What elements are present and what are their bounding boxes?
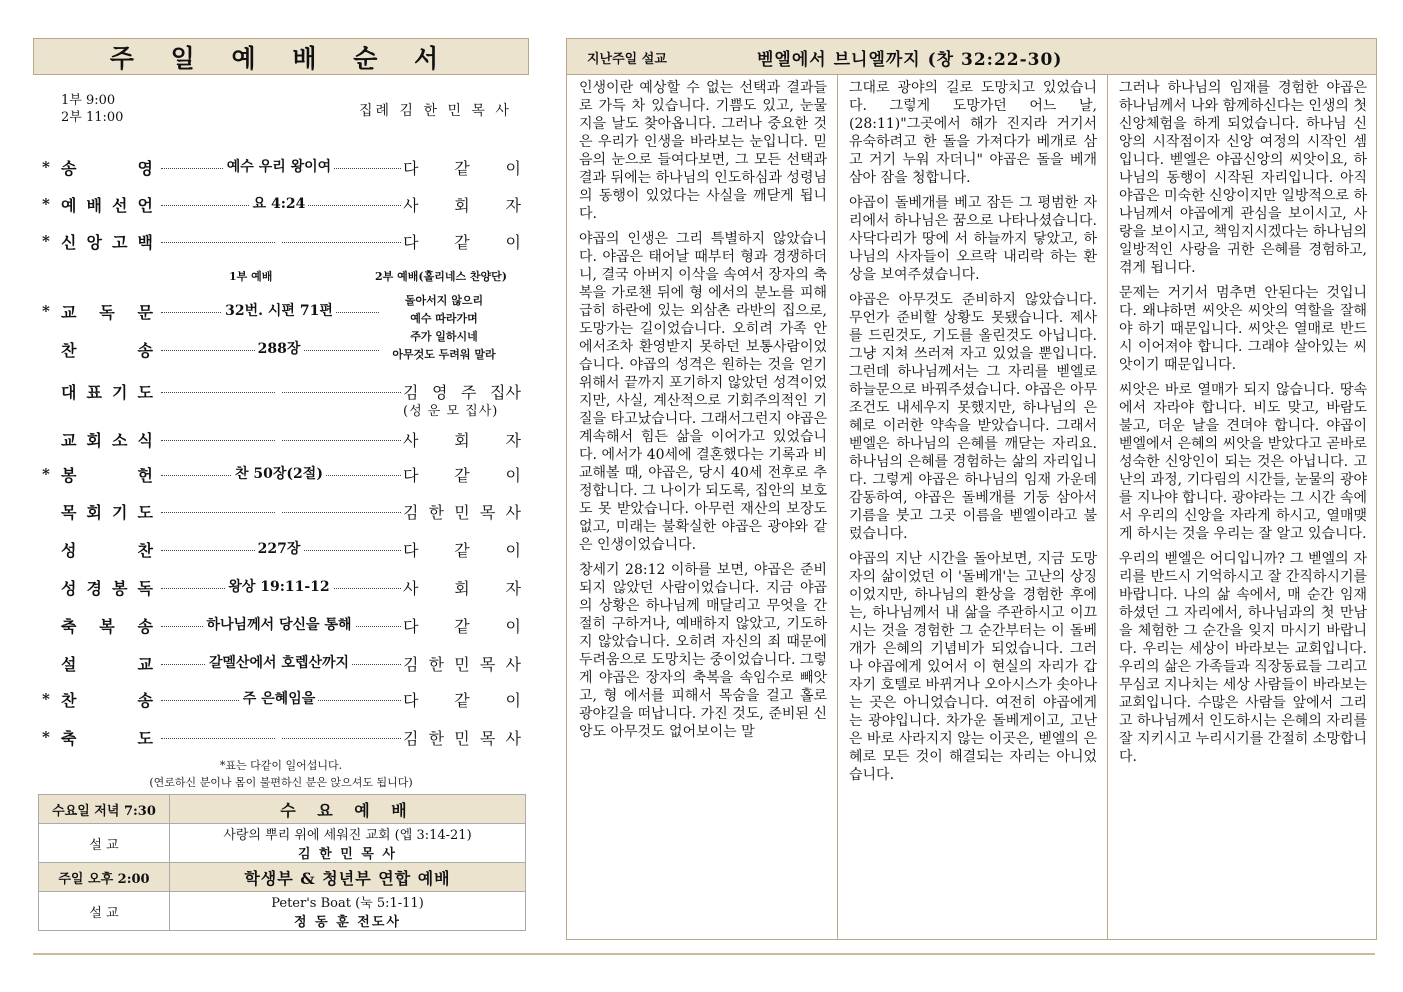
order-person-char: 같: [454, 691, 470, 710]
bottom-rule: [33, 953, 1375, 955]
order-person-char: 다: [403, 159, 419, 178]
sunday-pm-sermon-detail: [170, 892, 526, 931]
order-label-char: 교: [61, 303, 77, 322]
order-person-char: 사: [403, 579, 419, 598]
order-person-char: 다: [403, 691, 419, 710]
order-person-char: 김: [403, 383, 419, 402]
wednesday-sermon-title: 사랑의 뿌리 위에 세워진 교회 (엡 3:14-21): [223, 828, 472, 843]
order-person-char: 자: [505, 431, 521, 450]
wednesday-sermon-label: 설 교: [39, 824, 170, 863]
order-row: [33, 500, 529, 524]
order-person-char: 김: [403, 729, 419, 748]
order-label-char: 성: [61, 579, 77, 598]
order-label-char: 영: [137, 159, 153, 178]
order-content: [161, 193, 397, 213]
order-person-char: 한: [428, 729, 445, 748]
standing-marker: *: [42, 195, 50, 213]
order-content-text: [276, 500, 282, 516]
order-content: [161, 614, 397, 634]
order-label-char: 회: [86, 431, 102, 450]
order-person-char: 같: [454, 233, 470, 252]
order-person: [403, 726, 521, 749]
order-title: 주 일 예 배 순 서: [109, 43, 453, 73]
sitting-note: (연로하신 분이나 몸이 불편하신 분은 앉으셔도 됩니다): [149, 776, 413, 789]
order-person-char: 민: [454, 729, 470, 748]
order-content-text: 227장: [255, 541, 304, 557]
service2-label: 2부 예배(홀리네스 찬양단): [375, 270, 507, 283]
order-label-char: 앙: [86, 233, 102, 252]
order-person-char: 회: [454, 196, 470, 215]
order-label: [61, 338, 153, 361]
order-row: [33, 156, 529, 180]
order-row: [33, 428, 529, 452]
order-person: [403, 193, 521, 216]
order-content-text: 주 은혜임을: [240, 691, 319, 707]
order-label: [61, 193, 153, 216]
col3-paragraph: 우리의 벧엘은 어디입니까? 그 벧엘의 자리를 반드시 기억하시고 잘 간직하시기를 바랍니다. 나의 삶 속에서, 매 순간 임재하셨던 그 자리에서, 하나님과의 첫 만남을 체험한 그 순간을 잊지 마시기 바랍니다. 우리는 세상이 바라보는 교회입니다. 우리의 삶은 가족들과 직장동료들 그리고 무심코 지나치는 세상 사람들이 바라보는 교회입니다. 수많은 사람들 앞에서 그리고 하나님께서 인도하시는 은혜의 자리를 잘 지키시고 누리시기를 간절히 소망합니다.: [1119, 551, 1367, 765]
order-label: [61, 428, 153, 451]
song-line-3: 주가 일하시네: [410, 330, 478, 343]
col2-paragraph: 야곱은 아무것도 준비하지 않았습니다. 무언가 준비할 상황도 못됐습니다. 제사를 드린것도, 기도를 올린것도 아닙니다. 그냥 지쳐 쓰러져 자고 있었을 뿐입니다. 그런데 하나님께서는 그 자리를 벧엘로 하늘문으로 바꿔주셨습니다. 야곱은 아무 조건도 내세우지 못했지만, 하나님의 은혜로 이러한 약속을 받았습니다. 그래서 벧엘은 하나님의 은혜를 깨닫는 자리요. 하나님의 은혜를 경험하는 삶의 자리입니다. 그렇게 야곱은 하나님의 임재 가운데 감동하여, 야곱은 돌베개를 기둥 삼아서 기름을 붓고 그곳 이름을 벧엘이라고 불렀습니다.: [849, 292, 1097, 542]
order-label-char: 독: [137, 579, 153, 598]
standing-marker: *: [42, 232, 50, 250]
order-label-char: 성: [61, 541, 77, 560]
order-label-char: 표: [86, 383, 102, 402]
schedule-table: [38, 794, 526, 931]
wednesday-service-name: 수 요 예 배: [170, 795, 526, 824]
order-person-char: 자: [505, 196, 521, 215]
order-row: [33, 576, 529, 600]
order-content: [161, 230, 397, 246]
order-person-char: 한: [428, 655, 445, 674]
time-first: 1부 9:00: [61, 93, 116, 108]
order-content-text: 찬 50장(2절): [232, 466, 326, 482]
order-label-char: 송: [61, 159, 77, 178]
order-content-text: 요 4:24: [250, 196, 309, 212]
song-line-2: 예수 따라가며: [410, 312, 478, 325]
order-label-char: 목: [61, 503, 77, 522]
order-label: [61, 652, 153, 675]
order-content: [161, 726, 397, 742]
order-person-char: 이: [505, 466, 521, 485]
order-content: [161, 500, 397, 516]
sermon-column-3: [1119, 79, 1367, 773]
standing-note: *표는 다같이 일어섭니다.: [219, 759, 343, 772]
order-content-text: 예수 우리 왕이여: [224, 159, 334, 175]
order-person-char: 사: [403, 196, 419, 215]
order-label-char: 언: [137, 196, 153, 215]
order-title-box: [33, 38, 529, 75]
sermon-panel: [566, 38, 1377, 940]
sermon-column-2: [849, 79, 1097, 791]
sunday-pm-sermon-title: Peter's Boat (눅 5:1-11): [271, 896, 424, 911]
order-person-char: 목: [479, 503, 496, 522]
order-content: [161, 380, 397, 396]
order-person-char: 다: [403, 466, 419, 485]
order-label: [61, 726, 153, 749]
order-label: [61, 230, 153, 253]
order-person: [403, 538, 521, 561]
order-row: [33, 726, 529, 750]
order-label: [61, 500, 153, 523]
order-label-char: 백: [137, 233, 153, 252]
order-label-char: 도: [137, 383, 153, 402]
order-content-text: 하나님께서 당신을 통해: [204, 617, 355, 633]
order-label-char: 축: [61, 729, 77, 748]
order-person-char: 이: [505, 617, 521, 636]
order-label-char: 경: [86, 579, 102, 598]
sunday-pm-sermon-label: 설 교: [39, 892, 170, 931]
order-person: [403, 614, 521, 637]
order-label-char: 신: [61, 233, 77, 252]
order-person: [403, 652, 521, 675]
sunday-pm-header: [39, 863, 526, 892]
order-content-text: 32번. 시편 71편: [222, 303, 336, 319]
wednesday-time: 수요일 저녁 7:30: [39, 795, 170, 824]
order-person-char: 회: [454, 579, 470, 598]
wednesday-sermon-row: [39, 824, 526, 863]
col3-paragraph: 씨앗은 바로 열매가 되지 않습니다. 땅속에서 자라야 합니다. 비도 맞고, 바람도 불고, 더운 날을 견뎌야 합니다. 야곱이 벧엘에서 은혜의 씨앗을 받았다고 곧바로 성숙한 신앙인이 되는 것은 아닙니다. 고난의 과정, 기다림의 시간들, 눈물의 광야를 지나야 합니다. 광야라는 그 시간 속에서 우리의 신앙을 자라게 하시고, 열매맺게 하시는 것을 우리는 잘 알고 있습니다.: [1119, 382, 1367, 542]
song-line-4: 아무것도 두려워 말라: [392, 348, 496, 361]
order-label-char: 문: [137, 303, 153, 322]
order-label-char: 송: [137, 691, 153, 710]
order-person-char: 목: [479, 729, 496, 748]
order-row: [33, 463, 529, 487]
standing-marker: *: [42, 465, 50, 483]
sermon-column-1: [579, 79, 827, 748]
order-label-char: 봉: [112, 579, 128, 598]
order-label-char: 배: [86, 196, 102, 215]
order-row: [33, 688, 529, 712]
order-person: [403, 230, 521, 253]
wednesday-sermon-detail: [170, 824, 526, 863]
order-person-char: 영: [432, 383, 448, 402]
order-person-char: 이: [505, 541, 521, 560]
order-content: [161, 652, 397, 672]
order-person-char: 김: [403, 655, 419, 674]
order-label-char: 회: [86, 503, 102, 522]
order-row: [33, 614, 529, 638]
order-label: [61, 300, 153, 323]
col1-paragraph: 야곱의 인생은 그리 특별하지 않았습니다. 야곱은 태어날 때부터 형과 경쟁하더니, 결국 아버지 이삭을 속여서 장자의 축복을 가로챈 뒤에 형 에서의 분노를 피해 급히 하란에 있는 외삼촌 라반의 집으로, 도망가는 길이었습니다. 오히려 가족 안에서조차 환영받지 못하던 보통사람이었습니다. 야곱의 성격은 원하는 것을 얻기 위해서 끝까지 포기하지 않았던 성격이었지만, 사실, 계산적으로 기회주의적인 기질을 타고났습니다. 그래서그런지 야곱은 계속해서 힘든 삶을 이어가고 있었습니다. 에서가 40세에 결혼했다는 기록과 비교해볼 때, 야곱은, 당시 40세 전후로 추정합니다. 그 나이가 되도록, 집안의 보호도 못 받았습니다. 아무런 재산의 보장도 없고, 미래는 불확실한 야곱은 광야와 같은 인생이었습니다.: [579, 231, 827, 553]
order-person: [403, 156, 521, 179]
order-person-char: 이: [505, 159, 521, 178]
order-label-char: 교: [137, 655, 153, 674]
order-content: [161, 428, 397, 444]
order-person: [403, 576, 521, 599]
order-label-char: 대: [61, 383, 77, 402]
order-person-char: 다: [403, 541, 419, 560]
order-content-text: [276, 380, 282, 396]
order-content: [161, 156, 397, 176]
order-person-char: 주: [461, 383, 477, 402]
prayer-sub-leader: (성 운 모 집사): [403, 404, 499, 419]
sunday-pm-preacher: 정 동 훈 전도사: [294, 915, 401, 930]
order-person: [403, 688, 521, 711]
order-label-char: 헌: [137, 466, 153, 485]
order-person-char: 다: [403, 617, 419, 636]
order-content: [161, 538, 397, 558]
order-label-char: 교: [61, 431, 77, 450]
order-content: [161, 688, 397, 708]
order-label-char: 선: [112, 196, 128, 215]
order-label-char: 도: [137, 503, 153, 522]
order-person-char: 같: [454, 466, 470, 485]
order-content: [161, 576, 397, 596]
order-person-char: 사: [403, 431, 419, 450]
order-person-char: 같: [454, 617, 470, 636]
order-person-char: 이: [505, 691, 521, 710]
order-label-char: 독: [99, 303, 115, 322]
order-person-char: 같: [454, 541, 470, 560]
order-label-char: 도: [137, 729, 153, 748]
column-divider-2: [1107, 74, 1108, 939]
standing-marker: *: [42, 728, 50, 746]
order-label-char: 봉: [61, 466, 77, 485]
order-label-char: 찬: [61, 341, 77, 360]
order-person-char: 사: [505, 729, 521, 748]
order-row: [33, 230, 529, 254]
order-content-text: [276, 428, 282, 444]
order-person-char: 목: [479, 655, 496, 674]
order-content-text: 왕상 19:11-12: [225, 579, 332, 595]
order-person-char: 다: [403, 233, 419, 252]
order-label-char: 송: [137, 617, 153, 636]
order-label: [61, 576, 153, 599]
col1-paragraph: 인생이란 예상할 수 없는 선택과 결과들로 가득 차 있습니다. 기쁨도 있고, 눈물지을 날도 찾아옵니다. 그러나 중요한 것은 우리가 인생을 바라보는 눈입니다. 믿음의 눈으로 들여다보면, 그 모든 선택과 결과 뒤에는 하나님의 인도하심과 성령님의 동행이 있었다는 사실을 깨닫게 됩니다.: [579, 80, 827, 222]
order-label-char: 설: [61, 655, 77, 674]
order-label-char: 축: [61, 617, 77, 636]
order-person: [403, 500, 521, 523]
order-label-char: 복: [99, 617, 115, 636]
order-label-char: 송: [137, 341, 153, 360]
order-label-char: 식: [137, 431, 153, 450]
order-label-char: 찬: [61, 691, 77, 710]
order-person-char: 집사: [490, 383, 521, 402]
standing-marker: *: [42, 158, 50, 176]
col2-paragraph: 그대로 광야의 길로 도망치고 있었습니다. 그렇게 도망가던 어느 날, (28:11)"그곳에서 해가 진지라 거기서 유숙하려고 한 돌을 가져다가 베개로 삼고 거기 누워 자더니" 야곱은 돌을 베개 삼아 잠을 청합니다.: [849, 80, 1097, 186]
standing-marker: *: [42, 690, 50, 708]
order-row: [33, 652, 529, 676]
order-content-text: 288장: [255, 341, 304, 357]
presider: 집례 김 한 민 목 사: [359, 103, 512, 119]
second-service-songs: [389, 292, 499, 364]
column-divider-1: [837, 74, 838, 939]
sunday-pm-service-name: 학생부 & 청년부 연합 예배: [170, 863, 526, 892]
wednesday-header: [39, 795, 526, 824]
order-label-char: 소: [112, 431, 128, 450]
order-person: [403, 428, 521, 451]
order-content: [161, 463, 397, 483]
standing-marker: *: [42, 302, 50, 320]
order-label: [61, 463, 153, 486]
sunday-pm-time: 주일 오후 2:00: [39, 863, 170, 892]
last-week-label: 지난주일 설교: [587, 52, 667, 67]
sermon-header: [567, 39, 1376, 75]
order-label-char: 기: [112, 383, 128, 402]
order-content: [161, 300, 397, 320]
worship-order-panel: [33, 38, 529, 938]
order-person-char: 같: [454, 159, 470, 178]
order-person-char: 김: [403, 503, 419, 522]
order-label: [61, 538, 153, 561]
order-label-char: 찬: [137, 541, 153, 560]
col1-paragraph: 창세기 28:12 이하를 보면, 야곱은 준비되지 않았던 사람이었습니다. 지금 야곱의 상황은 하나님께 매달리고 무엇을 간절히 구하거나, 예배하지 않았고, 기도하지 않았습니다. 오히려 자신의 죄 때문에 두려움으로 도망치는 중이었습니다. 그렇게 야곱은 장자의 축복을 속임수로 빼앗고, 형 에서를 피해서 목숨을 걸고 홀로 광야길을 떠납니다. 가진 것도, 준비된 신앙도 아무것도 없어보이는 말: [579, 562, 827, 740]
time-second: 2부 11:00: [61, 110, 124, 125]
order-person-char: 사: [505, 655, 521, 674]
order-label: [61, 380, 153, 403]
order-label: [61, 614, 153, 637]
service1-label: 1부 예배: [229, 270, 273, 283]
order-content: [161, 338, 397, 358]
order-person-char: 이: [505, 233, 521, 252]
service-times: [61, 92, 123, 126]
song-line-1: 돌아서지 않으리: [404, 294, 484, 307]
wednesday-preacher: 김 한 민 목 사: [298, 847, 397, 862]
order-content-text: 갈멜산에서 호렙산까지: [206, 655, 352, 671]
order-content-text: [276, 726, 282, 742]
order-person-char: 민: [454, 503, 470, 522]
order-label-char: 예: [61, 196, 77, 215]
order-content-text: [276, 230, 282, 246]
col3-paragraph: 문제는 거기서 멈추면 안된다는 것입니다. 왜냐하면 씨앗은 씨앗의 역할을 잘해야 하기 때문입니다. 씨앗은 열매로 반드시 이어져야 합니다. 그래야 살아있는 씨앗이기 때문입니다.: [1119, 285, 1367, 373]
sunday-pm-sermon-row: [39, 892, 526, 931]
order-row: [33, 193, 529, 217]
col2-paragraph: 야곱이 돌베개를 베고 잠든 그 평범한 자리에서 하나님은 꿈으로 나타나셨습니다. 사닥다리가 땅에 서 하늘까지 닿았고, 하나님의 사자들이 오르락 내리락 하는 환상을 보여주셨습니다.: [849, 195, 1097, 283]
order-row: [33, 538, 529, 562]
order-label: [61, 688, 153, 711]
col2-paragraph: 야곱의 지난 시간을 돌아보면, 지금 도망자의 삶이었던 이 '돌베개'는 고난의 상징이었지만, 하나님의 환상을 경험한 후에는, 하나님께서 내 삶을 주관하시고 이끄시는 것을 경험한 그 순간부터는 이 돌베개가 은혜의 기념비가 되었습니다. 그러나 야곱에게 있어서 이 현실의 자리가 갑자기 호텔로 바뀌거나 오아시스가 솟아나는 곳은 아니었습니다. 여전히 야곱에게는 광야입니다. 차가운 돌베게이고, 고난은 바로 사라지지 않는 이곳은, 벧엘의 은혜로 모든 것이 해결되는 자리는 아니었습니다.: [849, 551, 1097, 783]
order-label: [61, 156, 153, 179]
sermon-title: 벧엘에서 브니엘까지 (창 32:22-30): [757, 50, 1063, 70]
order-person-char: 한: [428, 503, 445, 522]
order-person-char: 회: [454, 431, 470, 450]
order-label-char: 고: [112, 233, 128, 252]
col3-paragraph: 그러나 하나님의 임재를 경험한 야곱은 하나님께서 나와 함께하신다는 인생의 첫 신앙체험을 하게 되었습니다. 하나님 신앙의 시작점이자 신앙 여정의 시작인 셈입니다. 벧엘은 야곱신앙의 씨앗이요, 하나님의 동행이 시작된 자리입니다. 아직 야곱은 미숙한 신앙이지만 일방적으로 하나님께서 야곱에게 관심을 보이시고, 사랑을 보이시고, 책임지시겠다는 하나님의 일방적인 사랑을 귀한 은혜를 경험하고, 겪게 됩니다.: [1119, 80, 1367, 276]
order-person-char: 민: [454, 655, 470, 674]
order-label-char: 기: [112, 503, 128, 522]
order-person-char: 자: [505, 579, 521, 598]
order-person: [403, 463, 521, 486]
order-person-char: 사: [505, 503, 521, 522]
